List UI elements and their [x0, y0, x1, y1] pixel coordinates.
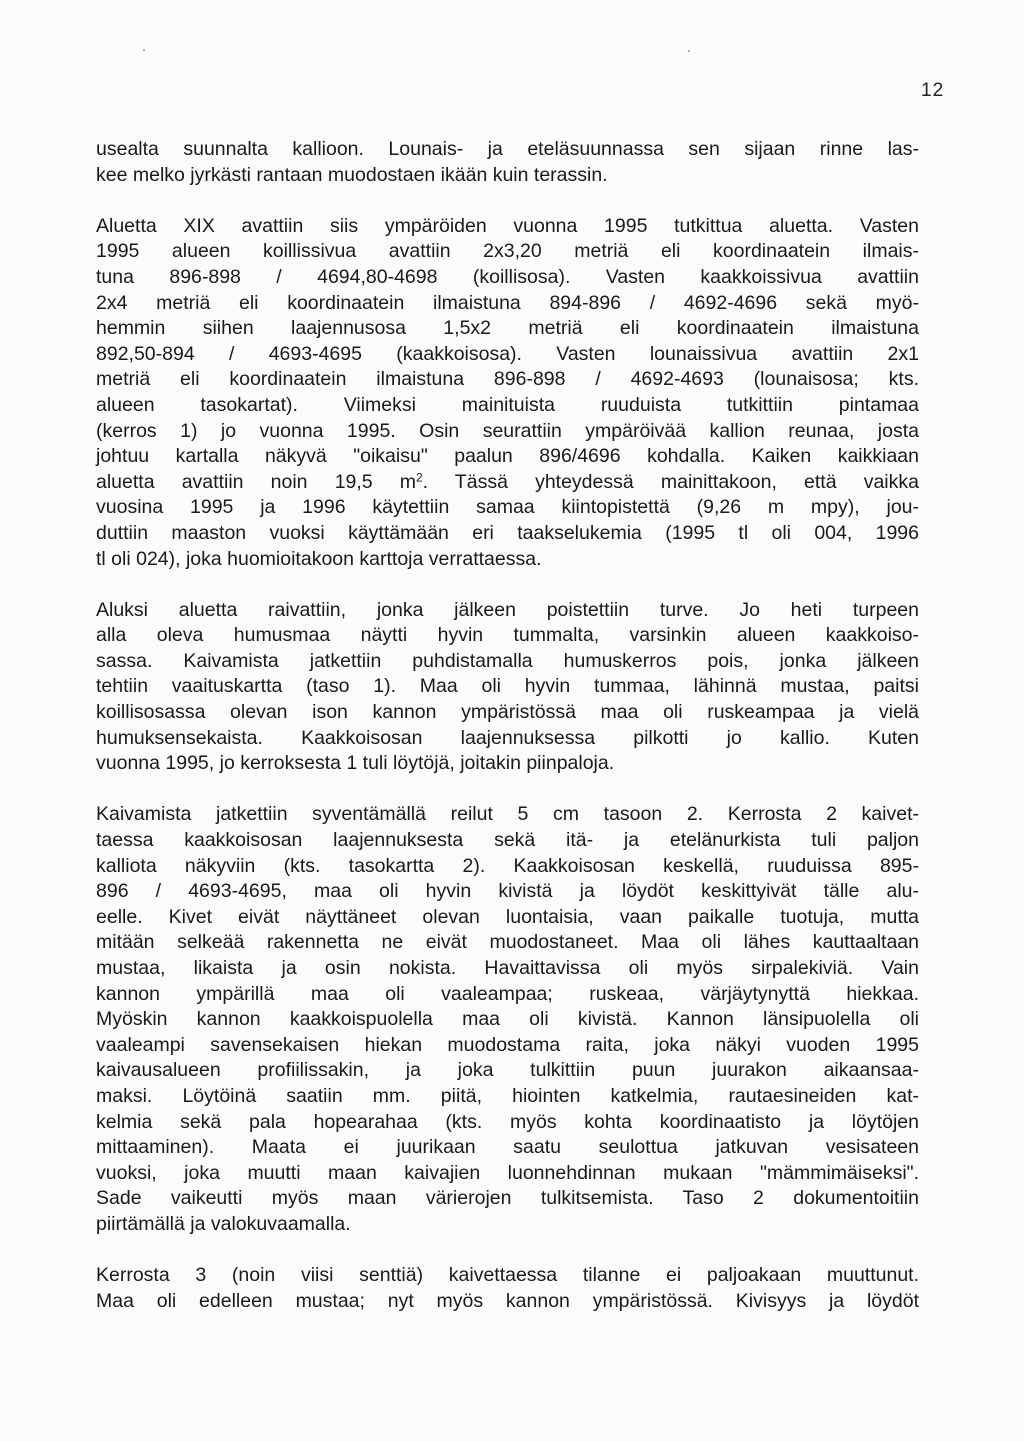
- text-line: Sade vaikeutti myös maan värierojen tulkitsemista. Taso 2 dokumentoitiin: [96, 1187, 919, 1210]
- text-line: mitään selkeää rakennetta ne eivät muodostaneet. Maa oli lähes kauttaaltaan: [96, 931, 919, 954]
- text-line: 2x4 metriä eli koordinaatein ilmaistuna 894-896 / 4692-4696 sekä myö-: [96, 291, 919, 314]
- paragraph: [96, 802, 919, 1237]
- text-line: kannon ympärillä maa oli vaaleampaa; ruskeaa, värjäytynyttä hiekkaa.: [96, 982, 919, 1005]
- text-line: kee melko jyrkästi rantaan muodostaen ikään kuin terassin.: [96, 163, 608, 186]
- text-line: Kaivamista jatkettiin syventämällä reilut 5 cm tasoon 2. Kerrosta 2 kaivet-: [96, 803, 919, 826]
- text-segment: . Tässä yhteydessä mainittakoon, että vaikka: [422, 470, 919, 493]
- text-line: hemmin siihen laajennusosa 1,5x2 metriä eli koordinaatein ilmaistuna: [96, 317, 919, 340]
- text-line: metriä eli koordinaatein ilmaistuna 896-898 / 4692-4693 (lounaisosa; kts.: [96, 368, 919, 391]
- text-line: vaaleampi savensekaisen hiekan muodostama raita, joka näkyi vuoden 1995: [96, 1033, 919, 1056]
- text-line: Maa oli edelleen mustaa; nyt myös kannon ympäristössä. Kivisyys ja löydöt: [96, 1289, 919, 1312]
- text-line: humuksensekaista. Kaakkoisosan laajennuksessa pilkotti jo kallio. Kuten: [96, 726, 919, 749]
- text-line: kalliota näkyviin (kts. tasokartta 2). Kaakkoisosan keskellä, ruuduissa 895-: [96, 854, 919, 877]
- text-line: piirtämällä ja valokuvaamalla.: [96, 1212, 351, 1235]
- text-line: duttiin maaston vuoksi käyttämään eri taakselukemia (1995 tl oli 004, 1996: [96, 521, 919, 544]
- text-line-with-exponent: [96, 470, 919, 496]
- paragraph: [96, 1263, 919, 1314]
- text-line: mustaa, likaista ja osin nokista. Havaittavissa oli myös sirpalekiviä. Vain: [96, 957, 919, 979]
- text-segment: aluetta avattiin noin 19,5 m: [96, 470, 417, 493]
- text-line: tehtiin vaaituskartta (taso 1). Maa oli hyvin tummaa, lähinnä mustaa, paitsi: [96, 675, 919, 698]
- text-line: alla oleva humusmaa näytti hyvin tummalta, varsinkin alueen kaakkoiso-: [96, 624, 919, 647]
- text-line: vuosina 1995 ja 1996 käytettiin samaa kiintopistettä (9,26 m mpy), jou-: [96, 496, 919, 519]
- text-line: eelle. Kivet eivät näyttäneet olevan luontaisia, vaan paikalle tuotuja, mutta: [96, 905, 919, 928]
- text-line: mittaaminen). Maata ei juurikaan saatu seulottua jatkuvan vesisateen: [96, 1136, 919, 1159]
- text-line: vuoksi, joka muutti maan kaivajien luonnehdinnan mukaan "mämmimäiseksi".: [96, 1161, 919, 1184]
- text-line: alueen tasokartat). Viimeksi mainituista ruuduista tutkittiin pintamaa: [96, 393, 919, 416]
- text-line: vuonna 1995, jo kerroksesta 1 tuli löytöjä, joitakin piinpaloja.: [96, 752, 615, 775]
- body-text: [96, 137, 919, 1340]
- text-line: Aluetta XIX avattiin siis ympäröiden vuonna 1995 tutkittua aluetta. Vasten: [96, 214, 919, 237]
- text-line: 1995 alueen koillissivua avattiin 2x3,20 metriä eli koordinaatein ilmais-: [96, 240, 919, 263]
- text-line: taessa kaakkoisosan laajennuksesta sekä itä- ja etelänurkista tuli paljon: [96, 829, 919, 852]
- text-line: usealta suunnalta kallioon. Lounais- ja eteläsuunnassa sen sijaan rinne las-: [96, 138, 919, 160]
- text-line: johtuu kartalla näkyvä "oikaisu" paalun 896/4696 kohdalla. Kaiken kaikkiaan: [96, 445, 919, 468]
- text-line: tl oli 024), joka huomioitakoon karttoja verrattaessa.: [96, 547, 542, 570]
- text-line: kaivausalueen profiilissakin, ja joka tulkittiin puun juurakon aikaansaa-: [96, 1059, 919, 1082]
- text-line: maksi. Löytöinä saatiin mm. piitä, hiointen katkelmia, rautaesineiden kat-: [96, 1084, 919, 1107]
- text-line: Kerrosta 3 (noin viisi senttiä) kaivettaessa tilanne ei paljoakaan muuttunut.: [96, 1264, 919, 1287]
- text-line: 896 / 4693-4695, maa oli hyvin kivistä ja löydöt keskittyivät tälle alu-: [96, 880, 919, 903]
- text-line: tuna 896-898 / 4694,80-4698 (koillisosa). Vasten kaakkoissivua avattiin: [96, 265, 919, 288]
- page-number: 12: [921, 80, 945, 101]
- text-line: 892,50-894 / 4693-4695 (kaakkoisosa). Vasten lounaissivua avattiin 2x1: [96, 342, 919, 365]
- scan-speck: [688, 50, 690, 52]
- text-line: kelmia sekä pala hopearahaa (kts. myös kohta koordinaatisto ja löytöjen: [96, 1110, 919, 1133]
- text-line: (kerros 1) jo vuonna 1995. Osin seurattiin ympäröivää kallion reunaa, josta: [96, 419, 919, 442]
- scan-speck: [143, 49, 145, 51]
- area-exponent: 2: [416, 471, 423, 485]
- text-line: sassa. Kaivamista jatkettiin puhdistamalla humuskerros pois, jonka jälkeen: [96, 649, 919, 672]
- paragraph: [96, 598, 919, 777]
- text-line: Myöskin kannon kaakkoispuolella maa oli kivistä. Kannon länsipuolella oli: [96, 1008, 919, 1031]
- paragraph: [96, 214, 919, 572]
- text-line: Aluksi aluetta raivattiin, jonka jälkeen poistettiin turve. Jo heti turpeen: [96, 598, 919, 621]
- text-line: koillisosassa olevan ison kannon ympäristössä maa oli ruskeampaa ja vielä: [96, 701, 919, 724]
- paragraph: [96, 137, 919, 188]
